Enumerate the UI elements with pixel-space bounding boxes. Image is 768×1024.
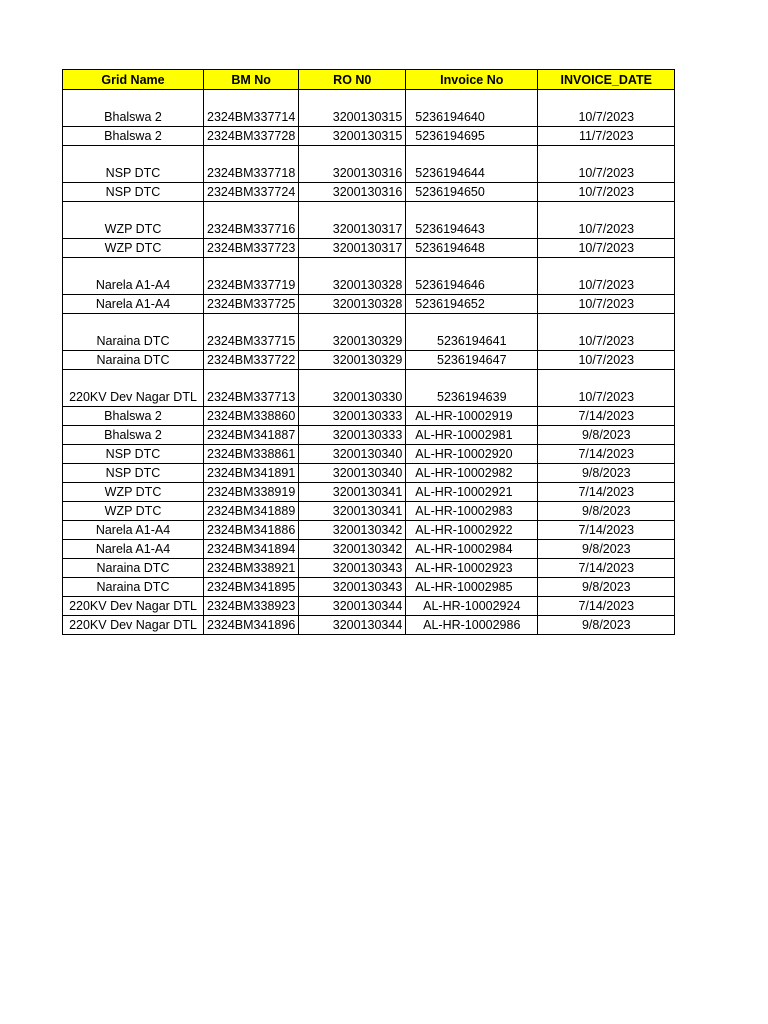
invoice-date-cell: 10/7/2023 bbox=[538, 108, 675, 127]
ro-no-cell: 3200130330 bbox=[299, 388, 406, 407]
bm-no-cell: 2324BM338919 bbox=[204, 483, 299, 502]
ro-no-cell: 3200130340 bbox=[299, 464, 406, 483]
invoice-no-cell: 5236194641 bbox=[406, 332, 538, 351]
grid-name-cell: NSP DTC bbox=[63, 164, 204, 183]
spacer-cell bbox=[538, 370, 675, 389]
invoice-date-cell: 9/8/2023 bbox=[538, 540, 675, 559]
bm-no-cell: 2324BM338923 bbox=[204, 597, 299, 616]
header-ro-no: RO N0 bbox=[299, 70, 406, 90]
ro-no-cell: 3200130316 bbox=[299, 183, 406, 202]
ro-no-cell: 3200130315 bbox=[299, 108, 406, 127]
invoice-date-cell: 10/7/2023 bbox=[538, 332, 675, 351]
invoice-no-cell: AL-HR-10002985 bbox=[406, 578, 538, 597]
invoice-no-cell: 5236194646 bbox=[406, 276, 538, 295]
invoice-date-cell: 9/8/2023 bbox=[538, 502, 675, 521]
invoice-no-cell: AL-HR-10002924 bbox=[406, 597, 538, 616]
grid-name-cell: WZP DTC bbox=[63, 483, 204, 502]
table-row bbox=[63, 108, 675, 127]
invoice-no-cell: 5236194695 bbox=[406, 127, 538, 146]
invoice-no-cell: 5236194648 bbox=[406, 239, 538, 258]
invoice-date-cell: 7/14/2023 bbox=[538, 521, 675, 540]
invoice-date-cell: 9/8/2023 bbox=[538, 426, 675, 445]
spacer-cell bbox=[406, 370, 538, 389]
ro-no-cell: 3200130344 bbox=[299, 616, 406, 635]
spacer-cell bbox=[538, 314, 675, 333]
bm-no-cell: 2324BM337722 bbox=[204, 351, 299, 370]
invoice-date-cell: 9/8/2023 bbox=[538, 578, 675, 597]
ro-no-cell: 3200130329 bbox=[299, 332, 406, 351]
invoice-no-cell: 5236194644 bbox=[406, 164, 538, 183]
table-row bbox=[63, 483, 675, 502]
spacer-cell bbox=[63, 314, 204, 333]
spacer-cell bbox=[63, 370, 204, 389]
ro-no-cell: 3200130341 bbox=[299, 502, 406, 521]
bm-no-cell: 2324BM337714 bbox=[204, 108, 299, 127]
grid-name-cell: WZP DTC bbox=[63, 220, 204, 239]
table-body bbox=[63, 90, 675, 635]
spacer-cell bbox=[204, 258, 299, 277]
ro-no-cell: 3200130343 bbox=[299, 559, 406, 578]
invoice-no-cell: 5236194640 bbox=[406, 108, 538, 127]
table-row bbox=[63, 521, 675, 540]
spacer-cell bbox=[538, 258, 675, 277]
header-invoice-no: Invoice No bbox=[406, 70, 538, 90]
invoice-date-cell: 7/14/2023 bbox=[538, 597, 675, 616]
ro-no-cell: 3200130342 bbox=[299, 521, 406, 540]
bm-no-cell: 2324BM338921 bbox=[204, 559, 299, 578]
grid-name-cell: WZP DTC bbox=[63, 502, 204, 521]
bm-no-cell: 2324BM337719 bbox=[204, 276, 299, 295]
table-row bbox=[63, 295, 675, 314]
spacer-cell bbox=[299, 90, 406, 109]
ro-no-cell: 3200130343 bbox=[299, 578, 406, 597]
invoice-date-cell: 10/7/2023 bbox=[538, 220, 675, 239]
grid-name-cell: NSP DTC bbox=[63, 183, 204, 202]
grid-name-cell: Bhalswa 2 bbox=[63, 426, 204, 445]
invoice-no-cell: AL-HR-10002919 bbox=[406, 407, 538, 426]
spacer-row bbox=[63, 314, 675, 333]
table-row bbox=[63, 164, 675, 183]
table-row bbox=[63, 597, 675, 616]
grid-name-cell: NSP DTC bbox=[63, 464, 204, 483]
grid-name-cell: Narela A1-A4 bbox=[63, 521, 204, 540]
invoice-date-cell: 7/14/2023 bbox=[538, 407, 675, 426]
spacer-cell bbox=[406, 146, 538, 165]
bm-no-cell: 2324BM337715 bbox=[204, 332, 299, 351]
grid-name-cell: Narela A1-A4 bbox=[63, 276, 204, 295]
invoice-no-cell: AL-HR-10002981 bbox=[406, 426, 538, 445]
header-bm-no: BM No bbox=[204, 70, 299, 90]
table-row bbox=[63, 127, 675, 146]
invoice-date-cell: 7/14/2023 bbox=[538, 445, 675, 464]
invoice-no-cell: 5236194647 bbox=[406, 351, 538, 370]
bm-no-cell: 2324BM341894 bbox=[204, 540, 299, 559]
spacer-cell bbox=[204, 202, 299, 221]
spacer-cell bbox=[204, 146, 299, 165]
ro-no-cell: 3200130341 bbox=[299, 483, 406, 502]
spacer-row bbox=[63, 90, 675, 109]
bm-no-cell: 2324BM337728 bbox=[204, 127, 299, 146]
spacer-cell bbox=[406, 90, 538, 109]
invoice-no-cell: 5236194643 bbox=[406, 220, 538, 239]
invoice-date-cell: 9/8/2023 bbox=[538, 616, 675, 635]
ro-no-cell: 3200130342 bbox=[299, 540, 406, 559]
table-row bbox=[63, 388, 675, 407]
grid-name-cell: Narela A1-A4 bbox=[63, 295, 204, 314]
table-row bbox=[63, 351, 675, 370]
bm-no-cell: 2324BM337718 bbox=[204, 164, 299, 183]
bm-no-cell: 2324BM338861 bbox=[204, 445, 299, 464]
spacer-cell bbox=[299, 146, 406, 165]
table-row bbox=[63, 220, 675, 239]
header-row bbox=[63, 70, 675, 90]
spacer-cell bbox=[299, 370, 406, 389]
table-row bbox=[63, 578, 675, 597]
invoice-date-cell: 10/7/2023 bbox=[538, 388, 675, 407]
table-row bbox=[63, 276, 675, 295]
grid-name-cell: 220KV Dev Nagar DTL bbox=[63, 388, 204, 407]
bm-no-cell: 2324BM341887 bbox=[204, 426, 299, 445]
table-row bbox=[63, 540, 675, 559]
invoice-date-cell: 10/7/2023 bbox=[538, 183, 675, 202]
invoice-date-cell: 9/8/2023 bbox=[538, 464, 675, 483]
spacer-row bbox=[63, 258, 675, 277]
spacer-cell bbox=[63, 258, 204, 277]
invoice-date-cell: 10/7/2023 bbox=[538, 295, 675, 314]
bm-no-cell: 2324BM338860 bbox=[204, 407, 299, 426]
spacer-cell bbox=[538, 146, 675, 165]
invoice-date-cell: 10/7/2023 bbox=[538, 351, 675, 370]
invoice-date-cell: 10/7/2023 bbox=[538, 276, 675, 295]
invoice-no-cell: 5236194652 bbox=[406, 295, 538, 314]
table-row bbox=[63, 502, 675, 521]
invoice-no-cell: AL-HR-10002982 bbox=[406, 464, 538, 483]
bm-no-cell: 2324BM341891 bbox=[204, 464, 299, 483]
table-row bbox=[63, 616, 675, 635]
invoice-date-cell: 7/14/2023 bbox=[538, 483, 675, 502]
grid-name-cell: Narela A1-A4 bbox=[63, 540, 204, 559]
invoice-no-cell: AL-HR-10002921 bbox=[406, 483, 538, 502]
bm-no-cell: 2324BM337713 bbox=[204, 388, 299, 407]
header-invoice-date: INVOICE_DATE bbox=[538, 70, 675, 90]
grid-name-cell: NSP DTC bbox=[63, 445, 204, 464]
ro-no-cell: 3200130333 bbox=[299, 407, 406, 426]
spacer-row bbox=[63, 370, 675, 389]
invoice-no-cell: 5236194650 bbox=[406, 183, 538, 202]
invoice-no-cell: AL-HR-10002922 bbox=[406, 521, 538, 540]
ro-no-cell: 3200130329 bbox=[299, 351, 406, 370]
grid-name-cell: Bhalswa 2 bbox=[63, 108, 204, 127]
table-row bbox=[63, 183, 675, 202]
ro-no-cell: 3200130317 bbox=[299, 220, 406, 239]
grid-name-cell: 220KV Dev Nagar DTL bbox=[63, 597, 204, 616]
invoice-no-cell: AL-HR-10002923 bbox=[406, 559, 538, 578]
invoice-table bbox=[62, 69, 675, 635]
bm-no-cell: 2324BM341896 bbox=[204, 616, 299, 635]
table-row bbox=[63, 464, 675, 483]
invoice-no-cell: AL-HR-10002983 bbox=[406, 502, 538, 521]
spacer-cell bbox=[63, 146, 204, 165]
header-grid-name: Grid Name bbox=[63, 70, 204, 90]
spacer-cell bbox=[204, 90, 299, 109]
invoice-date-cell: 10/7/2023 bbox=[538, 164, 675, 183]
spacer-cell bbox=[406, 314, 538, 333]
spacer-cell bbox=[406, 202, 538, 221]
invoice-no-cell: 5236194639 bbox=[406, 388, 538, 407]
spacer-cell bbox=[299, 258, 406, 277]
spacer-cell bbox=[538, 202, 675, 221]
bm-no-cell: 2324BM341889 bbox=[204, 502, 299, 521]
ro-no-cell: 3200130328 bbox=[299, 276, 406, 295]
spacer-cell bbox=[299, 202, 406, 221]
invoice-date-cell: 10/7/2023 bbox=[538, 239, 675, 258]
bm-no-cell: 2324BM337716 bbox=[204, 220, 299, 239]
bm-no-cell: 2324BM337724 bbox=[204, 183, 299, 202]
bm-no-cell: 2324BM337725 bbox=[204, 295, 299, 314]
grid-name-cell: 220KV Dev Nagar DTL bbox=[63, 616, 204, 635]
bm-no-cell: 2324BM341886 bbox=[204, 521, 299, 540]
ro-no-cell: 3200130315 bbox=[299, 127, 406, 146]
invoice-date-cell: 7/14/2023 bbox=[538, 559, 675, 578]
invoice-no-cell: AL-HR-10002986 bbox=[406, 616, 538, 635]
grid-name-cell: Naraina DTC bbox=[63, 559, 204, 578]
grid-name-cell: Naraina DTC bbox=[63, 332, 204, 351]
grid-name-cell: Naraina DTC bbox=[63, 351, 204, 370]
ro-no-cell: 3200130317 bbox=[299, 239, 406, 258]
ro-no-cell: 3200130333 bbox=[299, 426, 406, 445]
table-row bbox=[63, 332, 675, 351]
ro-no-cell: 3200130316 bbox=[299, 164, 406, 183]
invoice-no-cell: AL-HR-10002984 bbox=[406, 540, 538, 559]
bm-no-cell: 2324BM337723 bbox=[204, 239, 299, 258]
spacer-cell bbox=[204, 370, 299, 389]
spacer-cell bbox=[204, 314, 299, 333]
ro-no-cell: 3200130328 bbox=[299, 295, 406, 314]
table-row bbox=[63, 559, 675, 578]
spacer-cell bbox=[538, 90, 675, 109]
table-row bbox=[63, 239, 675, 258]
ro-no-cell: 3200130340 bbox=[299, 445, 406, 464]
table-row bbox=[63, 445, 675, 464]
invoice-date-cell: 11/7/2023 bbox=[538, 127, 675, 146]
spacer-cell bbox=[406, 258, 538, 277]
spacer-row bbox=[63, 202, 675, 221]
ro-no-cell: 3200130344 bbox=[299, 597, 406, 616]
bm-no-cell: 2324BM341895 bbox=[204, 578, 299, 597]
grid-name-cell: Naraina DTC bbox=[63, 578, 204, 597]
spacer-cell bbox=[63, 202, 204, 221]
table-row bbox=[63, 426, 675, 445]
spacer-cell bbox=[63, 90, 204, 109]
spacer-cell bbox=[299, 314, 406, 333]
grid-name-cell: WZP DTC bbox=[63, 239, 204, 258]
grid-name-cell: Bhalswa 2 bbox=[63, 127, 204, 146]
invoice-no-cell: AL-HR-10002920 bbox=[406, 445, 538, 464]
spacer-row bbox=[63, 146, 675, 165]
grid-name-cell: Bhalswa 2 bbox=[63, 407, 204, 426]
table-row bbox=[63, 407, 675, 426]
